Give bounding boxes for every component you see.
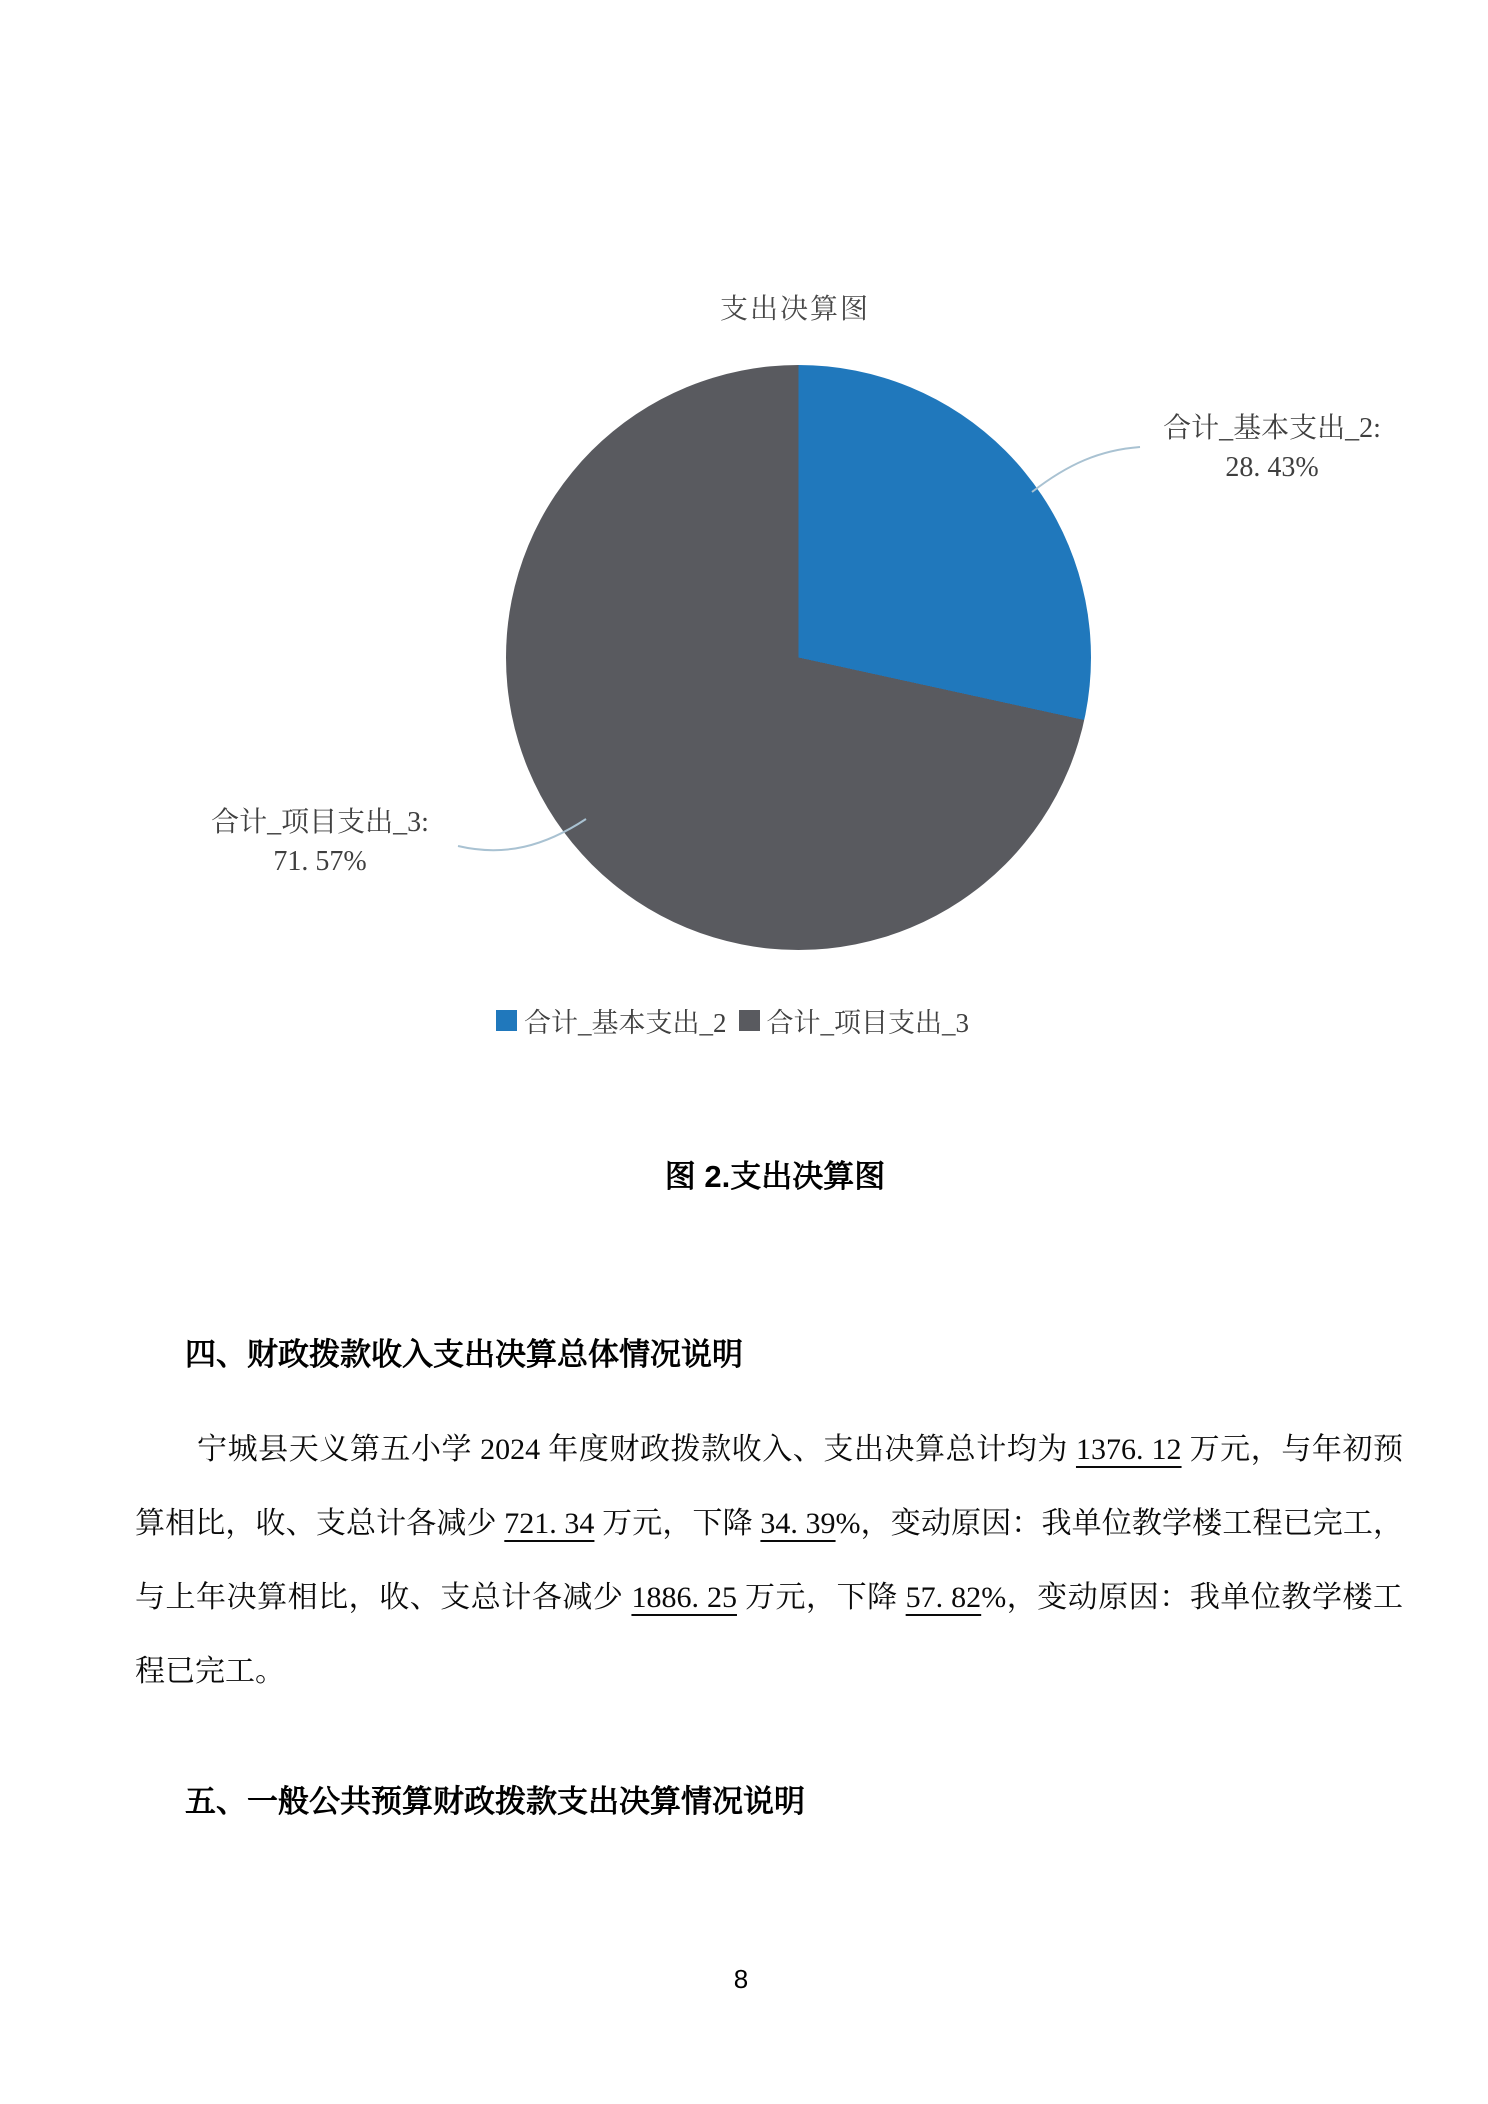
body-text-run: 宁城县天义第五小学 2024 年度财政拨款收入、支出决算总计均为 bbox=[197, 1433, 1076, 1466]
pie-callout-project-value: 71. 57% bbox=[273, 846, 367, 877]
pie-callout-project bbox=[160, 803, 480, 881]
pie-callout-basic-name: 合计_基本支出_2: bbox=[1163, 413, 1381, 444]
body-text-run: 万元，下降 bbox=[736, 1581, 906, 1614]
underlined-value: 34. 39 bbox=[760, 1507, 836, 1540]
chart-legend bbox=[496, 1001, 969, 1040]
chart-title: 支出决算图 bbox=[719, 294, 871, 325]
legend-swatch-basic-icon bbox=[496, 1010, 517, 1031]
body-text-run: 万元，与年初预算相比，收、支总计各减少 bbox=[135, 1433, 1404, 1540]
pie bbox=[506, 365, 1091, 950]
body-text-run: %，变动原因：我单位教学楼工程已完工，与上年决算相比，收、支总计各减少 bbox=[135, 1507, 1404, 1614]
body-text-run: %，变动原因：我单位教学楼工程已完工。 bbox=[135, 1581, 1404, 1688]
pie-callout-project-name: 合计_项目支出_3: bbox=[211, 807, 429, 838]
legend-label-basic: 合计_基本支出_2 bbox=[524, 1008, 727, 1038]
underlined-value: 1886. 25 bbox=[631, 1581, 737, 1614]
legend-swatch-project-icon bbox=[739, 1010, 760, 1031]
body-text-run: 万元，下降 bbox=[594, 1507, 761, 1540]
section-heading-5: 五、一般公共预算财政拨款支出决算情况说明 bbox=[185, 1784, 805, 1819]
page-number: 8 bbox=[733, 1964, 749, 1994]
body-paragraph bbox=[135, 1413, 1403, 1709]
pie-callout-basic bbox=[1112, 409, 1432, 487]
legend-item-basic bbox=[496, 1001, 727, 1040]
figure-caption: 图 2.支出决算图 bbox=[664, 1159, 886, 1194]
legend-label-project: 合计_项目支出_3 bbox=[766, 1008, 969, 1038]
underlined-value: 1376. 12 bbox=[1075, 1433, 1182, 1466]
underlined-value: 721. 34 bbox=[504, 1507, 595, 1540]
pie-callout-basic-value: 28. 43% bbox=[1225, 452, 1319, 483]
section-heading-4: 四、财政拨款收入支出决算总体情况说明 bbox=[185, 1337, 743, 1372]
underlined-value: 57. 82 bbox=[905, 1581, 982, 1614]
legend-item-project bbox=[739, 1001, 970, 1040]
